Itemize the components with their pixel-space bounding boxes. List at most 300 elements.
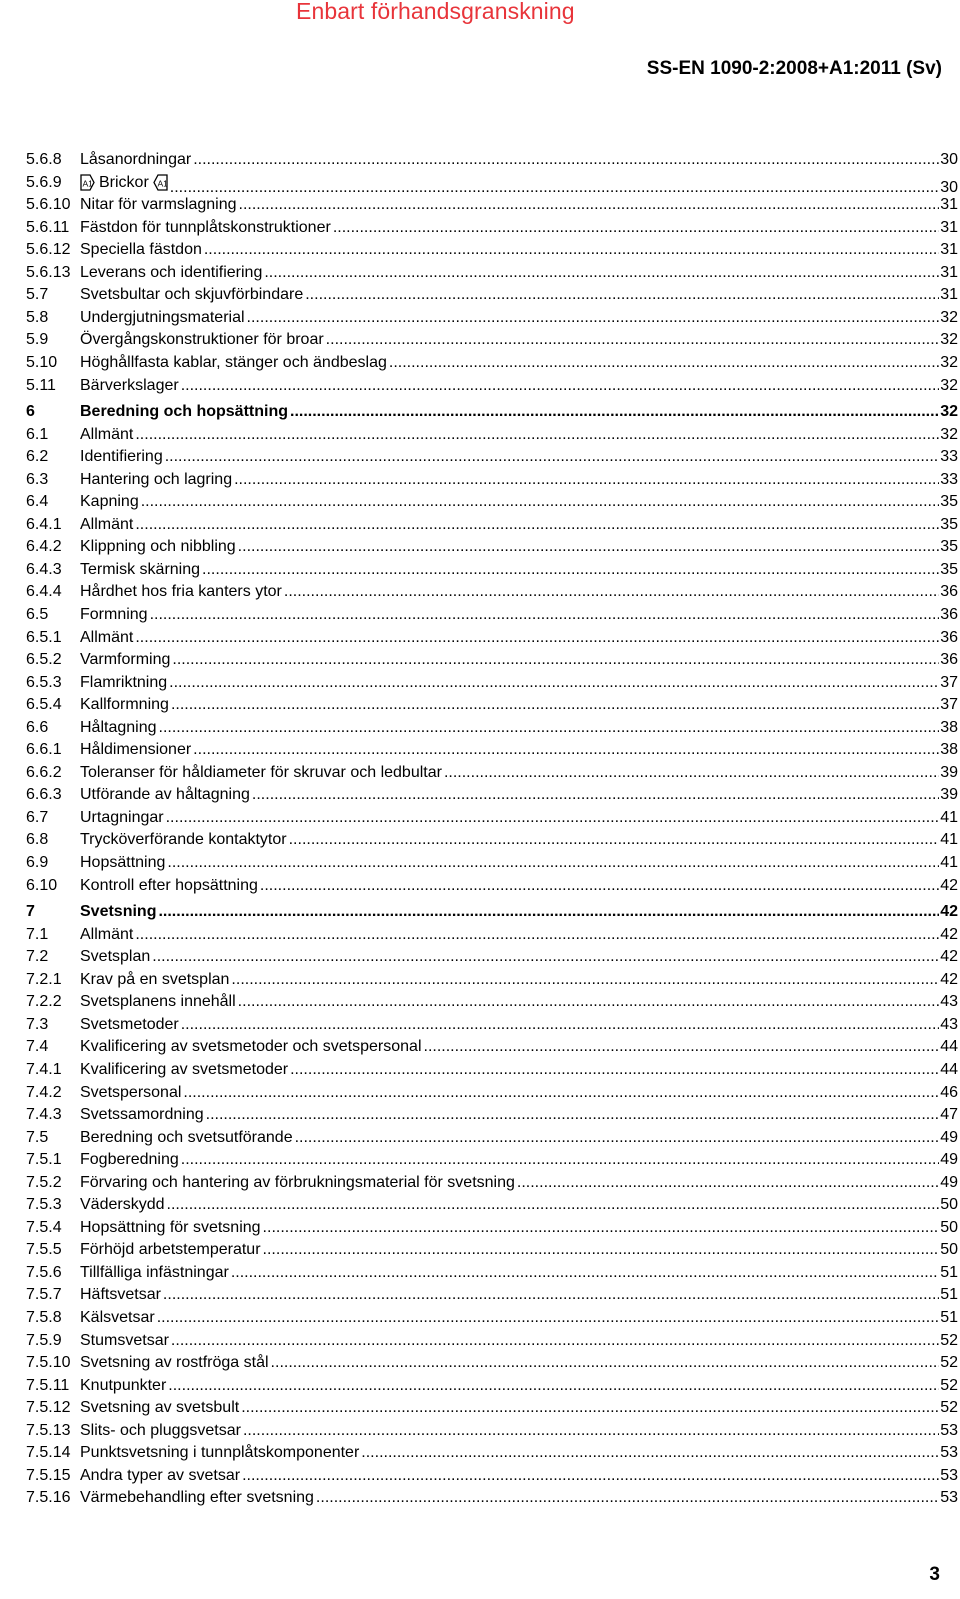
toc-row[interactable] (26, 1082, 958, 1104)
toc-chapter-row[interactable] (26, 401, 958, 423)
toc-page-number: 49 (940, 1129, 958, 1146)
toc-entry (80, 1330, 958, 1352)
toc-row[interactable] (26, 1442, 958, 1464)
toc-entry (80, 739, 958, 761)
toc-entry (80, 852, 958, 874)
toc-section-number: 6.8 (26, 831, 49, 848)
toc-entry (80, 1239, 958, 1261)
toc-dot-leader (326, 329, 940, 351)
toc-entry (80, 1487, 958, 1509)
toc-dot-leader (193, 739, 939, 761)
toc-section-number: 6.4.3 (26, 561, 62, 578)
toc-dot-leader (389, 352, 939, 374)
toc-section-number: 6.5.4 (26, 696, 62, 713)
toc-section-number: 5.6.9 (26, 174, 62, 191)
toc-row[interactable] (26, 514, 958, 536)
toc-row[interactable] (26, 491, 958, 513)
toc-section-title: Svetsning av rostfröga stål (80, 1354, 269, 1371)
toc-row[interactable] (26, 284, 958, 306)
toc-section-number: 7.5.4 (26, 1219, 62, 1236)
toc-row[interactable] (26, 424, 958, 446)
toc-section-number: 5.11 (26, 377, 56, 394)
amendment-end-icon (153, 174, 168, 191)
toc-dot-leader (263, 1217, 940, 1239)
toc-section-number: 7.5.8 (26, 1309, 62, 1326)
toc-page-number: 33 (940, 448, 958, 465)
toc-section-title: Övergångskonstruktioner för broar (80, 331, 324, 348)
toc-page-number: 42 (940, 903, 958, 920)
toc-row[interactable] (26, 1036, 958, 1058)
toc-section-number: 7.5.6 (26, 1264, 62, 1281)
toc-page-number: 35 (940, 561, 958, 578)
toc-entry (80, 469, 958, 491)
toc-section-title: Andra typer av svetsar (80, 1467, 241, 1484)
toc-section-title: Förhöjd arbetstemperatur (80, 1241, 261, 1258)
toc-section-number: 5.7 (26, 286, 49, 303)
toc-entry (80, 307, 958, 329)
toc-section-title: Formning (80, 606, 148, 623)
toc-page-number: 51 (940, 1286, 958, 1303)
toc-dot-leader (204, 239, 939, 261)
toc-page-number: 51 (940, 1264, 958, 1281)
toc-dot-leader (135, 924, 939, 946)
toc-section-number: 7.5.12 (26, 1399, 71, 1416)
toc-section-number: 6.5.1 (26, 629, 62, 646)
toc-row[interactable] (26, 1284, 958, 1306)
toc-section-number: 6.5.3 (26, 674, 62, 691)
toc-row[interactable] (26, 784, 958, 806)
toc-entry (80, 262, 958, 284)
toc-entry (80, 1104, 958, 1126)
toc-section-title: Svetspersonal (80, 1084, 182, 1101)
toc-dot-leader (172, 649, 939, 671)
toc-section-number: 7.2.1 (26, 971, 62, 988)
toc-section-title: Kallformning (80, 696, 169, 713)
toc-dot-leader (163, 1284, 939, 1306)
toc-entry (80, 217, 958, 239)
toc-row[interactable] (26, 627, 958, 649)
toc-section-number: 7.4.2 (26, 1084, 62, 1101)
toc-section-title: Kvalificering av svetsmetoder och svetspersonal (80, 1038, 422, 1055)
toc-section-number: 7.5 (26, 1129, 49, 1146)
toc-section-title: Leverans och identifiering (80, 264, 263, 281)
toc-section-number: 7.5.10 (26, 1354, 71, 1371)
toc-entry (80, 1172, 958, 1194)
toc-section-title: Håltagning (80, 719, 157, 736)
toc-page-number: 31 (940, 286, 958, 303)
toc-page-number: 32 (940, 331, 958, 348)
toc-dot-leader (260, 875, 939, 897)
toc-entry (80, 717, 958, 739)
toc-section-number: 6.6.3 (26, 786, 62, 803)
toc-page-number: 43 (940, 1016, 958, 1033)
toc-page-number: 50 (940, 1196, 958, 1213)
toc-row[interactable] (26, 307, 958, 329)
toc-section-number: 6.2 (26, 448, 49, 465)
toc-section-number: 5.6.12 (26, 241, 71, 258)
toc-row[interactable] (26, 1194, 958, 1216)
toc-entry (80, 559, 958, 581)
toc-page-number: 39 (940, 764, 958, 781)
amendment-marker-text: A1 (157, 178, 168, 188)
toc-page-number: 35 (940, 516, 958, 533)
toc-section-number: 7.5.1 (26, 1151, 62, 1168)
toc-entry (80, 1217, 958, 1239)
toc-dot-leader (295, 1127, 940, 1149)
toc-row[interactable] (26, 1239, 958, 1261)
toc-page-number: 52 (940, 1377, 958, 1394)
toc-row[interactable] (26, 194, 958, 216)
toc-section-title: Slits- och pluggsvetsar (80, 1422, 241, 1439)
toc-section-title: Punktsvetsning i tunnplåtskomponenter (80, 1444, 360, 1461)
toc-page-number: 52 (940, 1332, 958, 1349)
toc-row[interactable] (26, 469, 958, 491)
toc-entry (80, 1036, 958, 1058)
toc-row[interactable] (26, 1127, 958, 1149)
toc-row[interactable] (26, 717, 958, 739)
toc-section-number: 7.5.2 (26, 1174, 62, 1191)
toc-section-number: 6.5.2 (26, 651, 62, 668)
toc-page-number: 53 (940, 1444, 958, 1461)
toc-section-number: 7.4 (26, 1038, 49, 1055)
toc-section-title: Utförande av håltagning (80, 786, 250, 803)
toc-page-number: 42 (940, 971, 958, 988)
toc-section-number: 5.6.11 (26, 219, 70, 236)
toc-entry (80, 514, 958, 536)
toc-page-number: 35 (940, 493, 958, 510)
toc-entry (80, 672, 958, 694)
toc-section-number: 6.4 (26, 493, 49, 510)
toc-row[interactable] (26, 969, 958, 991)
toc-section-title: Låsanordningar (80, 151, 192, 168)
toc-row[interactable] (26, 1487, 958, 1509)
toc-entry (80, 491, 958, 513)
toc-section-number: 7.5.7 (26, 1286, 62, 1303)
toc-section-number: 7 (26, 903, 35, 920)
toc-section-number: 7.4.3 (26, 1106, 62, 1123)
toc-entry (80, 901, 958, 923)
toc-dot-leader (305, 284, 939, 306)
toc-row[interactable] (26, 924, 958, 946)
toc-entry (80, 1082, 958, 1104)
toc-row[interactable] (26, 739, 958, 761)
amendment-start-icon (80, 174, 95, 191)
toc-page-number: 32 (940, 403, 958, 420)
toc-dot-leader (444, 762, 939, 784)
toc-page-number: 44 (940, 1038, 958, 1055)
toc-dot-leader (171, 1330, 939, 1352)
toc-entry (80, 604, 958, 626)
toc-dot-leader (167, 1194, 940, 1216)
toc-entry (80, 1014, 958, 1036)
toc-dot-leader (231, 1262, 939, 1284)
toc-section-number: 6.1 (26, 426, 49, 443)
toc-dot-leader (289, 829, 940, 851)
toc-row[interactable] (26, 375, 958, 397)
toc-section-title: Svetssamordning (80, 1106, 204, 1123)
toc-page-number: 42 (940, 948, 958, 965)
toc-dot-leader (181, 1014, 939, 1036)
toc-section-title: Termisk skärning (80, 561, 201, 578)
toc-entry (80, 329, 958, 351)
toc-section-number: 7.5.11 (26, 1377, 70, 1394)
toc-section-number: 7.5.13 (26, 1422, 71, 1439)
toc-dot-leader (247, 307, 940, 329)
toc-section-title: Allmänt (80, 516, 134, 533)
toc-section-title: Allmänt (80, 426, 134, 443)
toc-section-number: 5.6.10 (26, 196, 71, 213)
amendment-marker-text: A1 (82, 178, 93, 188)
toc-row[interactable] (26, 1014, 958, 1036)
toc-dot-leader (290, 401, 939, 423)
toc-section-number: 5.9 (26, 331, 49, 348)
toc-page-number: 38 (940, 741, 958, 758)
toc-entry (80, 446, 958, 468)
toc-page-number: 49 (940, 1174, 958, 1191)
toc-section-number: 6.5 (26, 606, 49, 623)
toc-section-title: Kapning (80, 493, 139, 510)
toc-section-title: Stumsvetsar (80, 1332, 169, 1349)
toc-section-title: Bärverkslager (80, 377, 179, 394)
toc-entry (80, 829, 958, 851)
toc-section-title: Hårdhet hos fria kanters ytor (80, 583, 282, 600)
toc-dot-leader (238, 991, 940, 1013)
toc-row[interactable] (26, 581, 958, 603)
toc-section-title: Kontroll efter hopsättning (80, 877, 258, 894)
toc-dot-leader (290, 1059, 939, 1081)
toc-entry (80, 1284, 958, 1306)
toc-dot-leader (171, 694, 939, 716)
toc-row[interactable] (26, 807, 958, 829)
toc-page-number: 53 (940, 1489, 958, 1506)
toc-dot-leader (181, 1149, 939, 1171)
toc-section-number: 7.5.14 (26, 1444, 71, 1461)
toc-page-number: 51 (940, 1309, 958, 1326)
toc-section-number: 6 (26, 403, 35, 420)
toc-dot-leader (183, 1082, 939, 1104)
toc-row[interactable] (26, 172, 958, 194)
toc-section-title: Värmebehandling efter svetsning (80, 1489, 314, 1506)
toc-row[interactable] (26, 852, 958, 874)
toc-row[interactable] (26, 352, 958, 374)
toc-dot-leader (135, 514, 939, 536)
toc-section-title: Allmänt (80, 926, 134, 943)
toc-row[interactable] (26, 694, 958, 716)
toc-entry (80, 284, 958, 306)
toc-section-title: Kälsvetsar (80, 1309, 155, 1326)
toc-section-number: 5.8 (26, 309, 49, 326)
toc-section-title: Håldimensioner (80, 741, 192, 758)
toc-row[interactable] (26, 1172, 958, 1194)
toc-section-title: Allmänt (80, 629, 134, 646)
toc-dot-leader (152, 946, 939, 968)
toc-page-number: 53 (940, 1467, 958, 1484)
toc-section-title: Varmforming (80, 651, 171, 668)
toc-page-number: 31 (940, 219, 958, 236)
toc-section-title: Fästdon för tunnplåtskonstruktioner (80, 219, 331, 236)
toc-section-title: Höghållfasta kablar, stänger och ändbeslag (80, 354, 387, 371)
toc-dot-leader (243, 1420, 939, 1442)
toc-dot-leader (168, 1375, 939, 1397)
toc-section-number: 6.4.4 (26, 583, 62, 600)
toc-row[interactable] (26, 1330, 958, 1352)
toc-dot-leader (333, 217, 939, 239)
toc-page-number: 41 (940, 831, 958, 848)
toc-dot-leader (167, 852, 939, 874)
toc-dot-leader (424, 1036, 940, 1058)
toc-dot-leader (202, 559, 939, 581)
toc-page-number: 37 (940, 696, 958, 713)
toc-dot-leader (238, 536, 940, 558)
toc-dot-leader (242, 1465, 939, 1487)
toc-section-title: Fogberedning (80, 1151, 179, 1168)
toc-section-title: Toleranser för håldiameter för skruvar och ledbultar (80, 764, 442, 781)
toc-page-number: 41 (940, 809, 958, 826)
toc-row[interactable] (26, 991, 958, 1013)
toc-row[interactable] (26, 1104, 958, 1126)
toc-page-number: 36 (940, 651, 958, 668)
toc-section-title: Identifiering (80, 448, 163, 465)
toc-dot-leader (252, 784, 939, 806)
toc-section-title: Trycköverförande kontaktytor (80, 831, 287, 848)
toc-section-title: Svetsplan (80, 948, 151, 965)
toc-dot-leader (141, 491, 939, 513)
toc-dot-leader (157, 1307, 940, 1329)
toc-page-number: 50 (940, 1219, 958, 1236)
toc-row[interactable] (26, 1352, 958, 1374)
toc-page-number: 31 (940, 264, 958, 281)
toc-section-number: 6.4.1 (26, 516, 62, 533)
toc-page-number: 49 (940, 1151, 958, 1168)
toc-row[interactable] (26, 329, 958, 351)
toc-entry (80, 1465, 958, 1487)
toc-section-number: 7.5.3 (26, 1196, 62, 1213)
toc-page-number: 31 (940, 196, 958, 213)
toc-row[interactable] (26, 946, 958, 968)
toc-section-title: Beredning och hopsättning (80, 403, 288, 420)
toc-dot-leader (239, 194, 940, 216)
toc-section-title: Svetsning (80, 903, 157, 920)
toc-page-number: 35 (940, 538, 958, 555)
toc-section-title (80, 172, 170, 194)
toc-page-number: 36 (940, 583, 958, 600)
toc-entry (80, 401, 958, 423)
toc-entry (80, 1397, 958, 1419)
toc-entry (80, 1375, 958, 1397)
toc-section-number: 5.6.8 (26, 151, 62, 168)
toc-row[interactable] (26, 1375, 958, 1397)
toc-row[interactable] (26, 672, 958, 694)
toc-dot-leader (181, 375, 940, 397)
toc-entry (80, 762, 958, 784)
toc-entry (80, 875, 958, 897)
toc-row[interactable] (26, 536, 958, 558)
toc-row[interactable] (26, 1059, 958, 1081)
toc-page-number: 43 (940, 993, 958, 1010)
toc-row[interactable] (26, 1397, 958, 1419)
toc-section-number: 7.3 (26, 1016, 49, 1033)
toc-section-title: Väderskydd (80, 1196, 165, 1213)
toc-section-title: Tillfälliga infästningar (80, 1264, 229, 1281)
toc-dot-leader (271, 1352, 940, 1374)
toc-dot-leader (234, 469, 939, 491)
toc-entry (80, 1127, 958, 1149)
toc-section-title: Klippning och nibbling (80, 538, 236, 555)
toc-page-number: 52 (940, 1354, 958, 1371)
toc-page-number: 42 (940, 926, 958, 943)
toc-row[interactable] (26, 1307, 958, 1329)
toc-entry (80, 194, 958, 216)
toc-row[interactable] (26, 604, 958, 626)
toc-page-number: 33 (940, 471, 958, 488)
toc-row[interactable] (26, 649, 958, 671)
toc-row[interactable] (26, 559, 958, 581)
toc-row[interactable] (26, 829, 958, 851)
toc-section-title: Svetsbultar och skjuvförbindare (80, 286, 304, 303)
toc-section-title: Häftsvetsar (80, 1286, 161, 1303)
toc-dot-leader (135, 424, 939, 446)
toc-row[interactable] (26, 446, 958, 468)
toc-row[interactable] (26, 1262, 958, 1284)
standard-header: SS-EN 1090-2:2008+A1:2011 (Sv) (646, 58, 942, 79)
toc-row[interactable] (26, 1465, 958, 1487)
toc-section-title: Kvalificering av svetsmetoder (80, 1061, 289, 1078)
toc-section-title: Svetsplanens innehåll (80, 993, 236, 1010)
toc-page-number: 46 (940, 1084, 958, 1101)
toc-entry (80, 536, 958, 558)
toc-chapter-row[interactable] (26, 901, 958, 923)
toc-dot-leader (241, 1397, 939, 1419)
page-number: 3 (929, 1564, 940, 1585)
toc-entry (80, 694, 958, 716)
toc-row[interactable] (26, 239, 958, 261)
toc-entry (80, 946, 958, 968)
toc-section-title: Flamriktning (80, 674, 168, 691)
toc-entry (80, 1149, 958, 1171)
toc-row[interactable] (26, 1217, 958, 1239)
toc-section-number: 6.6.1 (26, 741, 62, 758)
toc-section-number: 7.5.15 (26, 1467, 71, 1484)
toc-section-number: 6.4.2 (26, 538, 62, 555)
toc-row[interactable] (26, 1420, 958, 1442)
toc-row[interactable] (26, 875, 958, 897)
toc-entry (80, 424, 958, 446)
toc-section-title: Krav på en svetsplan (80, 971, 230, 988)
toc-entry (80, 1442, 958, 1464)
toc-dot-leader (206, 1104, 940, 1126)
toc-section-number: 7.1 (26, 926, 49, 943)
toc-section-number: 6.6.2 (26, 764, 62, 781)
toc-entry (80, 807, 958, 829)
toc-row[interactable] (26, 1149, 958, 1171)
toc-row[interactable] (26, 262, 958, 284)
toc-row[interactable] (26, 762, 958, 784)
toc-page-number: 30 (940, 178, 958, 196)
toc-row[interactable] (26, 217, 958, 239)
toc-section-title: Undergjutningsmaterial (80, 309, 245, 326)
toc-page-number: 53 (940, 1422, 958, 1439)
toc-page-number: 52 (940, 1399, 958, 1416)
toc-page-number: 38 (940, 719, 958, 736)
toc-section-title: Speciella fästdon (80, 241, 202, 258)
toc-entry (80, 239, 958, 261)
toc-section-number: 7.2 (26, 948, 49, 965)
toc-section-number: 6.9 (26, 854, 49, 871)
toc-section-title: Hantering och lagring (80, 471, 233, 488)
toc-page-number: 30 (940, 151, 958, 168)
toc-section-number: 6.3 (26, 471, 49, 488)
toc-row[interactable] (26, 149, 958, 171)
